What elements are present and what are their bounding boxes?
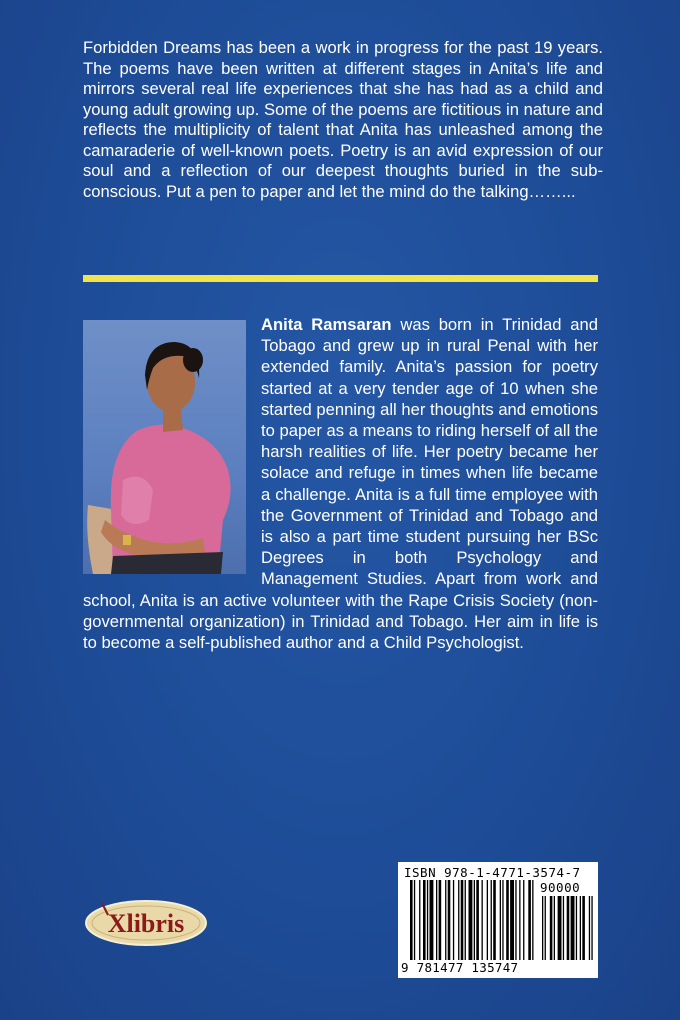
barcode-bar (500, 880, 501, 960)
ean-digits: 9 781477 135747 (401, 960, 519, 975)
barcode-bar (519, 880, 520, 960)
xlibris-logo-text: Xlibris (107, 909, 185, 938)
barcode-bar (439, 880, 442, 960)
barcode-bar (532, 880, 533, 960)
barcode-bar (474, 880, 475, 960)
barcode-bar (482, 880, 483, 960)
addon-bar (558, 896, 562, 960)
addon-bar (550, 896, 553, 960)
book-blurb: Forbidden Dreams has been a work in progress for the past 19 years. The poems have been written at different stages in Anita’s life and mirrors several real life experiences that she has had as a child and young adult growing up. Some of the poems are fictitious in nature and reflects the multiplicity of talent that Anita has unleashed among the camaraderie of well-known poets. Poetry is an avid expression of our soul and a reflection of our deepest thoughts buried in the sub-conscious. Put a pen to paper and let the mind do the talking……... (83, 38, 603, 201)
photo-gap (83, 314, 261, 588)
barcode-bar (419, 880, 420, 960)
addon-bar (563, 896, 564, 960)
barcode-bar (423, 880, 426, 960)
isbn-label: ISBN 978-1-4771-3574-7 (404, 865, 581, 880)
barcode-addon: 90000 (540, 880, 581, 895)
barcode-bar (461, 880, 464, 960)
author-bio (83, 314, 598, 653)
addon-bar (542, 896, 543, 960)
barcode-bar (430, 880, 434, 960)
barcode-bar (476, 880, 479, 960)
barcode-bar (510, 880, 514, 960)
barcode-bar (458, 880, 459, 960)
barcode-bar (414, 880, 415, 960)
barcode-bar (491, 880, 492, 960)
addon-bar (582, 896, 585, 960)
barcode-bar (453, 880, 454, 960)
barcode-bar (448, 880, 451, 960)
barcode-bar (493, 880, 496, 960)
author-bio-text: was born in Trinidad and Tobago and grew up in rural Penal with her extended family. Anita’s passion for poetry started at a very tender age of 10 when she started penning all her thoughts and emotions to paper as a means to riding herself of all the harsh realities of life. Her poetry became her solace and refuge in times when life became a challenge. Anita is a full time employee with the Government of Trinidad and Tobago and is also a part time student pursuing her BSc Degrees in both Psychology and Management Studies. Apart from work and school, Anita is an active volunteer with the Rape Crisis Society (non-governmental organization) in Trinidad and Tobago. Her aim in life is to become a self-published author and a Child Psychologist. (83, 315, 598, 653)
addon-bar (580, 896, 581, 960)
barcode-bar (528, 880, 531, 960)
addon-bar (589, 896, 590, 960)
barcode-bar (487, 880, 488, 960)
barcode-bar (523, 880, 524, 960)
barcode-bar (465, 880, 466, 960)
yellow-divider (83, 275, 598, 282)
isbn-barcode (398, 862, 598, 978)
addon-bar (591, 896, 592, 960)
barcode-bar (445, 880, 446, 960)
addon-bar (567, 896, 570, 960)
author-name: Anita Ramsaran (261, 315, 392, 334)
barcode-bar (469, 880, 473, 960)
addon-bar (571, 896, 575, 960)
barcode-bar (436, 880, 437, 960)
addon-bar (576, 896, 577, 960)
barcode-bar (515, 880, 516, 960)
barcode-bar (427, 880, 428, 960)
barcode-bar (410, 880, 413, 960)
addon-bar (554, 896, 555, 960)
barcode-bar (502, 880, 503, 960)
addon-bar (545, 896, 546, 960)
xlibris-logo (84, 897, 208, 947)
barcode-bar (506, 880, 509, 960)
